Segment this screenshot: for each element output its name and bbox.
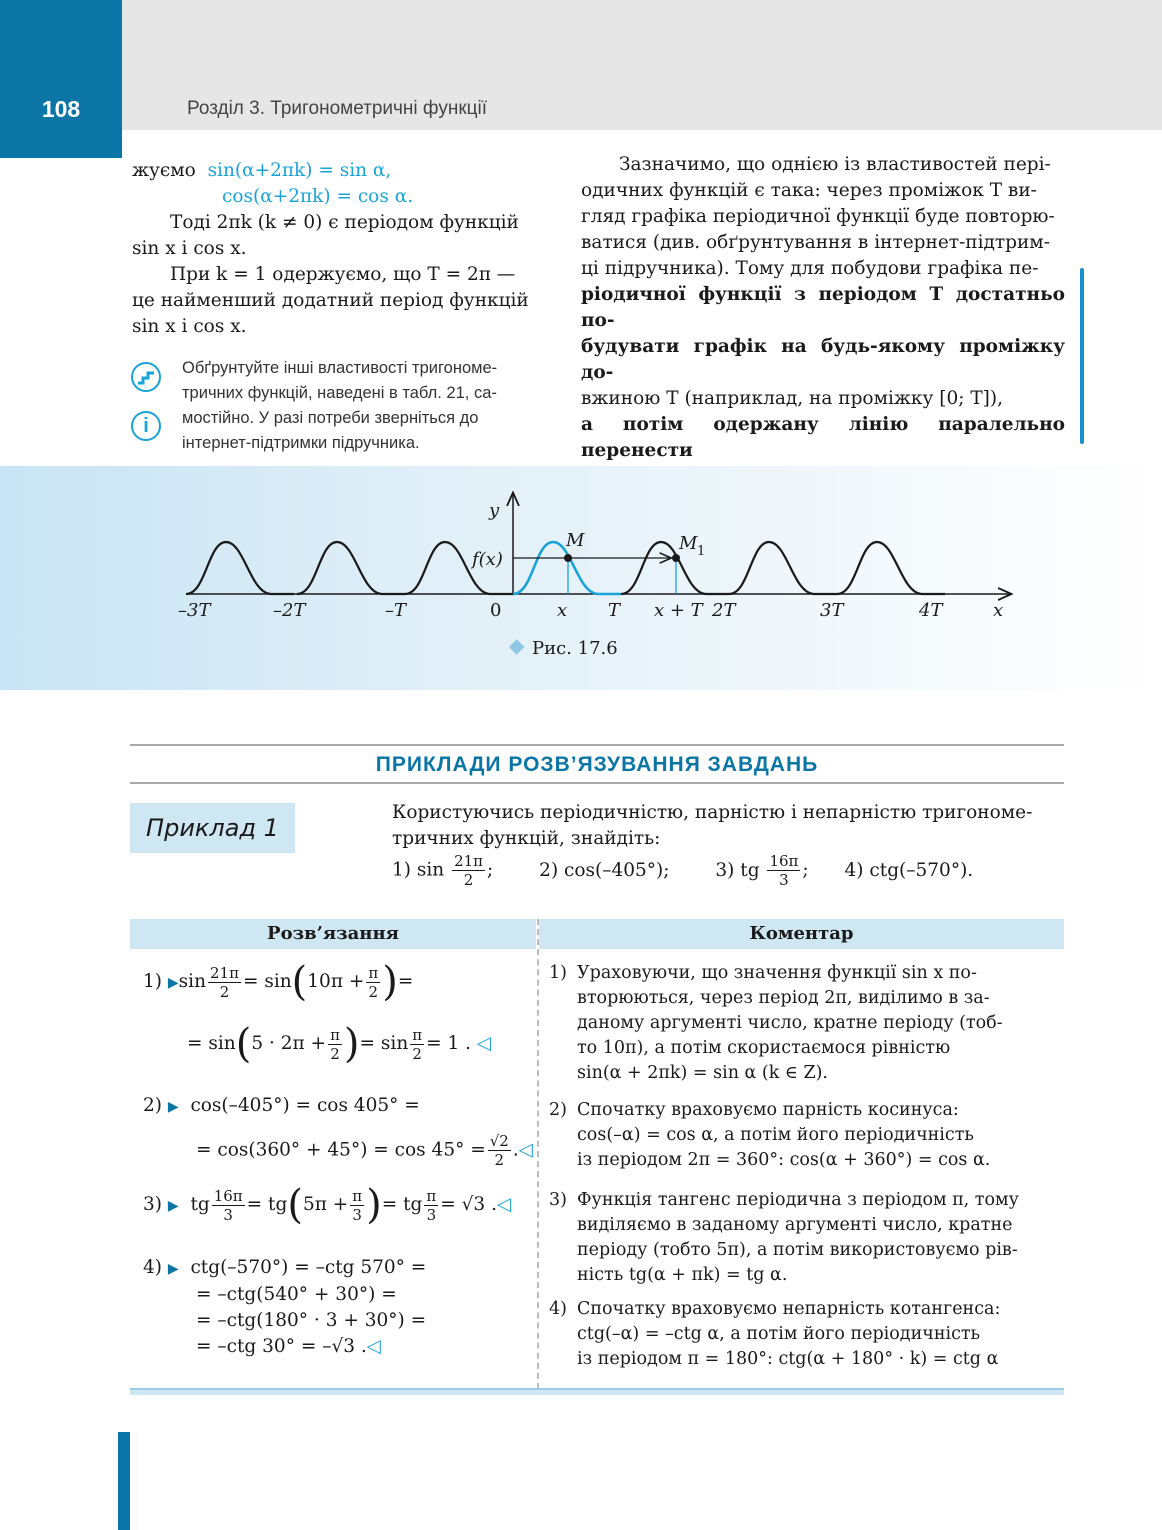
solution-1b: = sin(5 · 2π + $\frac{\pi}{2}$ )= sin $\frac{\pi}{2}$ = 1 . ◁ [187,1021,492,1067]
side-marker [1080,268,1084,444]
item-2: 2) cos(–405°); [539,859,670,881]
tick-3T: 3T [820,600,844,621]
label-M: M [566,530,585,551]
num: 4) [143,1257,162,1278]
sol-text: = sin [242,971,292,992]
paragraph-min-period: При k = 1 одержуємо, що T = 2π — [170,264,516,285]
play-icon: ▶ [167,1198,179,1214]
item-3: 3) tg [715,859,760,881]
right-line: Зазначимо, що однією із властивостей пері- [619,154,1051,175]
point-M1 [672,554,680,562]
solution-3: 3) ▶ tg $\frac{16\pi}{3}$ = tg(5π + $\frac{\pi}{3}$ )= tg $\frac{\pi}{3}$ = √3 .◁ [143,1182,512,1228]
play-icon: ▶ [167,1261,179,1277]
tick-mT: –T [385,600,407,621]
example-items [392,852,1072,889]
section-title: ПРИКЛАДИ РОЗВ’ЯЗУВАННЯ ЗАВДАНЬ [130,744,1064,784]
hint-line: Обґрунтуйте інші властивості тригономе- [182,359,498,377]
label-fx: f(x) [472,549,503,570]
fraction: $\frac{16\pi}{3}$ [769,852,799,889]
sol-text: cos(–405°) = cos 405° = [190,1095,420,1116]
comment-line: Функція тангенс періодична з періодом π, тому [577,1190,1019,1210]
tick-xT: x + T [654,600,703,621]
comment-line: із періодом 2π = 360°: cos(α + 360°) = cos α. [577,1150,991,1170]
comment-line: sin(α + 2πk) = sin α (k ∈ Z). [577,1063,828,1083]
curve-period [621,542,729,594]
curve-period [729,542,837,594]
item-1: 1) sin [392,859,445,881]
num: 4) [549,1299,567,1319]
num: 1) [143,971,162,992]
comment-line: то 10π), а потім скористаємося рівністю [577,1038,951,1058]
tick-m2T: –2T [273,600,306,621]
sol-text: 5π + [302,1194,349,1215]
play-icon: ▶ [167,975,179,991]
right-line: гляд графіка періодичної функції буде повторю- [581,206,1055,227]
paragraph-min-period-3: sin x і cos x. [132,316,247,337]
curve-period [297,542,405,594]
curve-period [186,542,294,594]
comment-line: даному аргументі число, кратне періоду (тоб- [577,1013,1003,1033]
header-comment: Коментар [539,919,1064,949]
tick-x: x [557,600,568,621]
end-marker-icon: ◁ [518,1139,533,1161]
sol-text: 5 · 2π + [251,1033,327,1054]
sol-text: = –ctg(540° + 30°) = [196,1284,397,1305]
label-x-axis: x [993,600,1004,621]
caption-diamond [509,639,525,655]
sol-text: = sin [359,1033,409,1054]
sol-text: = [397,971,414,992]
num: 3) [143,1194,162,1215]
hint-line: тричних функцій, наведені в табл. 21, са- [182,384,497,402]
tick-T: T [608,600,621,621]
header-solution: Розв’язання [130,919,536,949]
fraction: $\frac{\pi}{3}$ [352,1186,363,1224]
fraction: $\frac{16\pi}{3}$ [213,1186,243,1224]
fraction: $\frac{\pi}{2}$ [368,963,379,1001]
sol-text: 10π + [307,971,365,992]
solution-2a [143,1093,420,1120]
hint-line: інтернет-підтримки підручника. [182,434,420,452]
sol-text: = –ctg(180° · 3 + 30°) = [196,1310,427,1331]
fraction: $\frac{21\pi}{2}$ [210,963,239,1001]
sol-text: = tg [381,1194,423,1215]
comment-line: виділяємо в заданому аргументі число, кратне [577,1215,1013,1235]
sol-text: = –ctg 30° = –√3 . [196,1336,367,1357]
column-divider [537,919,539,1389]
sol-text: sin [178,971,206,992]
comment-line: cos(–α) = cos α, а потім його періодичність [577,1125,974,1145]
paragraph-period: Тоді 2πk (k ≠ 0) є періодом функцій [170,212,519,233]
right-line: ватися (див. обґрунтування в інтернет-підтрим- [581,232,1050,253]
comment-line: періоду (тобто 5π), а потім використовуємо рів- [577,1240,1018,1260]
formula-sin: sin(α+2πk) = sin α, [207,160,392,181]
page-number: 108 [41,96,81,122]
tick-m3T: –3T [178,600,211,621]
header-band [0,0,1162,130]
end-marker-icon: ◁ [476,1033,492,1054]
fraction: $\frac{21\pi}{2}$ [454,852,484,889]
fraction: $\frac{√2}{2}$ [489,1132,509,1169]
paragraph-period-end: sin x і cos x. [132,238,247,259]
end-marker-icon: ◁ [366,1336,382,1357]
hint-line: мостійно. У разі потреби зверніться до [182,409,479,427]
sol-text: . [512,1139,519,1161]
sol-text: ctg(–570°) = –ctg 570° = [190,1257,427,1278]
formula-cos: cos(α+2πk) = cos α. [222,186,414,207]
comment-line: Спочатку враховуємо парність косинуса: [577,1100,959,1120]
end-marker-icon: ◁ [496,1194,512,1215]
fraction: $\frac{\pi}{3}$ [426,1186,437,1224]
right-line: а потім одержану лінію паралельно перенести [581,414,1065,461]
solution-4 [143,1255,426,1360]
semicolon: ; [802,859,809,881]
semicolon: ; [487,859,494,881]
figure-caption: Рис. 17.6 [532,638,618,659]
periodic-function-graph [0,466,1162,690]
sol-text: tg [190,1194,210,1215]
example-task [392,800,1066,852]
right-line: ріодичної функції з періодом T достатньо по- [581,284,1065,331]
right-line: одичних функцій є така: через проміжок T ви- [581,180,1037,201]
task-line: тричних функцій, знайдіть: [392,828,661,849]
text-prefix: жуємо [132,160,196,181]
sol-text: = cos(360° + 45°) = cos 45° = [196,1139,486,1161]
sol-text: = sin [187,1033,236,1054]
right-line: ці підручника). Тому для побудови графіка пе- [581,258,1039,279]
point-M [564,554,572,562]
fraction: $\frac{\pi}{2}$ [330,1025,340,1063]
label-M1: M [679,533,698,554]
comment-2 [549,1098,1054,1173]
sol-text: = 1 . [426,1033,472,1054]
page-number-tab [0,0,122,158]
sol-text: = tg [246,1194,288,1215]
label-y: y [489,500,500,521]
comment-3 [549,1188,1054,1288]
num: 1) [549,963,567,983]
label-M1-sub: 1 [697,544,706,559]
right-line: вжиною T (наприклад, на проміжку [0; T]), [581,388,1003,409]
chapter-title: Розділ 3. Тригонометричні функції [187,98,488,119]
task-line: Користуючись періодичністю, парністю і непарністю тригономе- [392,802,1033,823]
comment-line: ctg(–α) = –ctg α, а потім його періодичність [577,1324,981,1344]
paragraph-min-period-2: це найменший додатний період функцій [132,290,529,311]
solution-2b [196,1132,533,1169]
curve-period [837,542,945,594]
solution-1a: 1) ▶sin $\frac{21\pi}{2}$ = sin(10π + $\frac{\pi}{2}$ )= [143,959,414,1005]
comment-line: Ураховуючи, що значення функції sin x по- [577,963,977,983]
num: 3) [549,1190,567,1210]
num: 2) [143,1095,162,1116]
right-line: будувати графік на будь-якому проміжку до- [581,336,1065,383]
tick-4T: 4T [919,600,943,621]
comment-line: ність tg(α + πk) = tg α. [577,1265,788,1285]
table-bottom-border [130,1388,1064,1395]
page-edge-bar [118,1432,130,1530]
fraction: $\frac{\pi}{2}$ [412,1025,423,1063]
info-icon: i [131,411,161,441]
stairs-icon [131,362,161,392]
sol-text: = √3 . [440,1194,497,1215]
hint-text [182,356,546,456]
play-icon: ▶ [167,1099,179,1115]
comment-1 [549,961,1054,1086]
comment-line: вторюються, через період 2π, виділимо в за- [577,988,990,1008]
comment-line: Спочатку враховуємо непарність котангенса: [577,1299,1001,1319]
tick-2T: 2T [712,600,736,621]
left-column [132,158,544,340]
tick-origin: 0 [490,600,502,621]
example-label: Приклад 1 [130,803,295,853]
comment-4 [549,1297,1054,1372]
item-4: 4) ctg(–570°). [844,859,974,881]
comment-line: із періодом π = 180°: ctg(α + 180° · k) = ctg α [577,1349,999,1369]
num: 2) [549,1100,567,1120]
